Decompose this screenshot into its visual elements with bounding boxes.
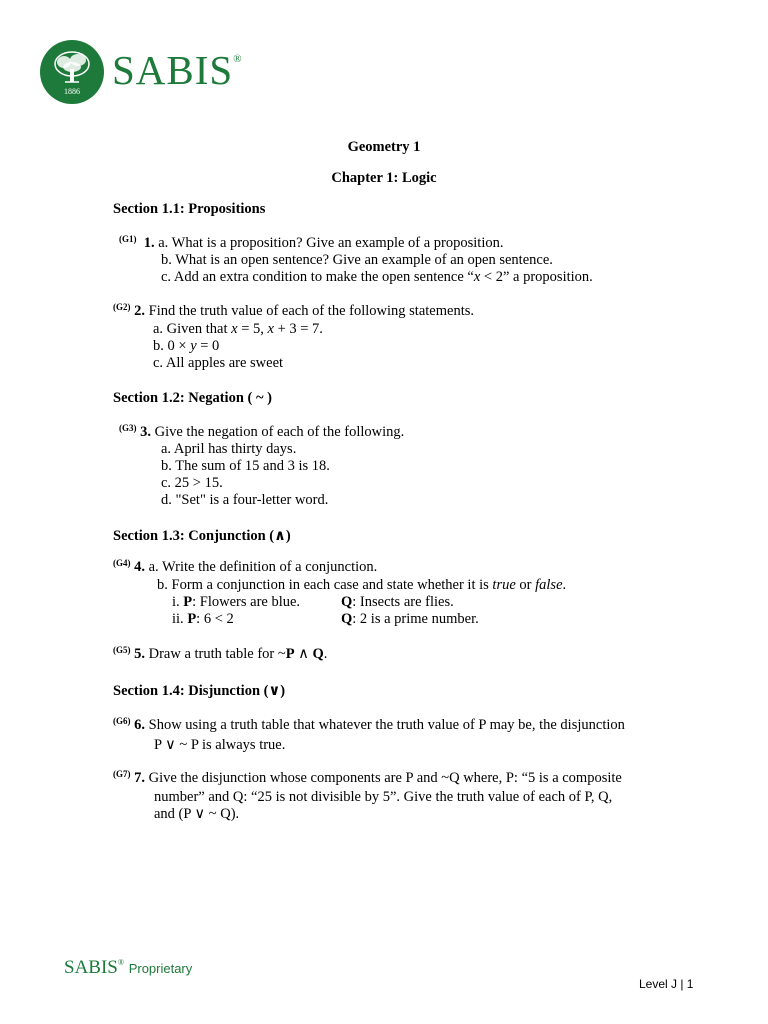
question-1-b: b. What is an open sentence? Give an example of an open sentence. [161, 252, 553, 268]
question-2-c: c. All apples are sweet [153, 355, 284, 371]
logo-emblem [40, 40, 104, 104]
brand-logo-text: SABIS® [112, 47, 242, 93]
document-title: Geometry 1 [347, 139, 421, 155]
question-4-b-ii-q: Q: 2 is a prime number. [341, 611, 479, 627]
question-3-b: b. The sum of 15 and 3 is 18. [161, 458, 330, 474]
section-heading-1-2: Section 1.2: Negation ( ~ ) [113, 390, 272, 406]
question-1-c: c. Add an extra condition to make the open sentence “x < 2” a proposition. [161, 269, 593, 285]
question-3-c: c. 25 > 15. [161, 475, 223, 491]
question-4-b: b. Form a conjunction in each case and state whether it is true or false. [157, 577, 567, 593]
question-7-line-2: number” and Q: “25 is not divisible by 5”. Give the truth value of each of P, Q, [154, 789, 613, 805]
footer-brand: SABIS® Proprietary [64, 957, 193, 978]
question-6-line-2: P ∨ ~ P is always true. [154, 737, 286, 753]
chapter-title: Chapter 1: Logic [331, 170, 437, 186]
question-4-b-ii-p: ii. P: 6 < 2 [172, 611, 234, 627]
question-2-a: a. Given that x = 5, x + 3 = 7. [153, 321, 323, 337]
page-number: Level J | 1 [639, 977, 694, 991]
section-heading-1-4: Section 1.4: Disjunction (∨) [113, 683, 286, 699]
question-7: $^{(G7)}$ 7. Give the disjunction whose components are P and ~Q where, P: “5 is a composite [113, 769, 622, 786]
question-5: $^{(G5)}$ 5. Draw a truth table for ~P ∧ Q. [113, 645, 328, 662]
question-2-b: b. 0 × y = 0 [153, 338, 220, 354]
question-4: $^{(G4)}$ 4. a. Write the definition of a conjunction. [113, 558, 378, 575]
question-6: $^{(G6)}$ 6. Show using a truth table that whatever the truth value of P may be, the disjunction [113, 716, 625, 733]
question-4-b-i-p: i. P: Flowers are blue. [172, 594, 301, 610]
section-heading-1-3: Section 1.3: Conjunction (∧) [113, 528, 291, 544]
question-3-d: d. "Set" is a four-letter word. [161, 492, 329, 508]
question-2: $^{(G2)}$ 2. Find the truth value of each of the following statements. [113, 302, 474, 319]
section-heading-1-1: Section 1.1: Propositions [113, 201, 266, 217]
question-7-line-3: and (P ∨ ~ Q). [154, 806, 240, 822]
question-3: $^{(G3)}$ 3. Give the negation of each of the following. [119, 423, 405, 440]
logo-year: 1886 [64, 87, 80, 96]
question-1: $^{(G1)}$ 1. a. What is a proposition? Give an example of a proposition. [119, 234, 504, 251]
question-3-a: a. April has thirty days. [161, 441, 297, 457]
question-4-b-i-q: Q: Insects are flies. [341, 594, 454, 610]
